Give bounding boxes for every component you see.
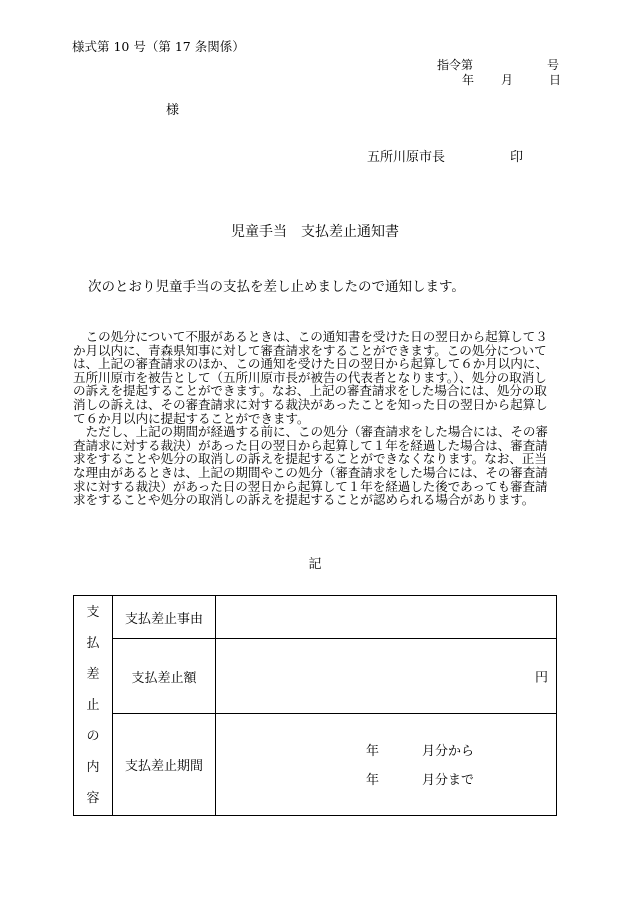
issue-date [462, 71, 561, 88]
addressee-honorific: 様 [166, 103, 180, 118]
table-row [74, 714, 557, 816]
date-month: 月 [501, 73, 514, 87]
period-from-month: 月分から [422, 744, 475, 759]
vertical-heading [74, 596, 113, 816]
heading-char: 差 [86, 667, 100, 682]
heading-char: 止 [86, 698, 100, 713]
period-from-year: 年 [366, 744, 380, 759]
document-title: 児童手当 支払差止通知書 [231, 224, 399, 240]
suspension-details-table [73, 595, 557, 816]
table-row [74, 639, 557, 714]
sender-name: 五所川原市長 [367, 150, 446, 165]
reason-label: 支払差止事由 [113, 596, 216, 639]
period-label: 支払差止期間 [113, 714, 216, 816]
table-row [74, 596, 557, 639]
heading-char: の [86, 729, 100, 744]
amount-value [216, 639, 557, 714]
heading-char: 支 [86, 605, 100, 620]
reference-prefix: 指令第 [437, 58, 474, 72]
reason-value [216, 596, 557, 639]
lead-sentence: 次のとおり児童手当の支払を差し止めましたので通知します。 [88, 279, 465, 295]
date-day: 日 [549, 73, 562, 87]
heading-char: 容 [86, 791, 100, 806]
amount-label: 支払差止額 [113, 639, 216, 714]
period-to [366, 769, 474, 788]
heading-char: 内 [86, 760, 100, 775]
heading-char: 払 [86, 636, 100, 651]
period-from [366, 740, 474, 759]
reference-suffix: 号 [546, 58, 559, 72]
ki-heading: 記 [308, 557, 322, 572]
yen-unit: 円 [534, 670, 548, 686]
period-value [216, 714, 557, 816]
date-year: 年 [462, 73, 475, 87]
period-to-year: 年 [366, 773, 380, 788]
notice-paragraph: ただし、上記の期間が経過する前に、この処分（審査請求をした場合には、その審査請求に対する裁決）があった日の翌日から起算して１年を経過した場合は、審査請求をすることや処分の取消しの訴えを提起することができなくなります。なお、正当な理由があるときは、上記の期間やこの処分（審査請求をした場合には、その審査請求に対する裁決）があった日の翌日から起算して１年を経過した後であっても審査請求をすることや処分の取消しの訴えを提起することが認められる場合があります。 [73, 424, 548, 508]
seal-mark: 印 [510, 150, 524, 165]
notice-paragraph: この処分について不服があるときは、この通知書を受けた日の翌日から起算して３か月以内に、青森県知事に対して審査請求をすることができます。この処分については、上記の審査請求のほか、この通知を受けた日の翌日から起算して６か月以内に、五所川原市を被告として（五所川原市長が被告の代表者となります。）、処分の取消しの訴えを提起することができます。なお、上記の審査請求をした場合には、処分の取消しの訴えは、その審査請求に対する裁決があったことを知った日の翌日から起算して６か月以内に提起することができます。 [73, 329, 548, 426]
form-number: 様式第 10 号（第 17 条関係） [72, 39, 245, 54]
appeal-notice [73, 330, 559, 507]
period-to-month: 月分まで [422, 773, 475, 788]
